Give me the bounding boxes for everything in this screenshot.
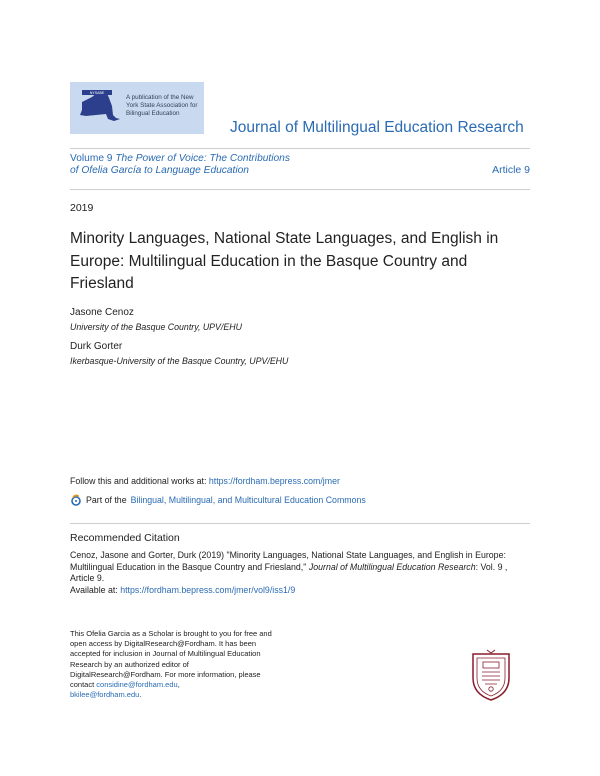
- notice-text: This Ofelia Garcia as a Scholar is brought to you for free and open access by DigitalResearch@Fordham. It has been accepted for inclusion in Journal of Multilingual Education Research by an authorized editor of DigitalResearch@Fordham. For more information, please contact: [70, 629, 272, 690]
- contact-email-link[interactable]: considine@fordham.edu: [96, 680, 178, 690]
- author-name: Durk Gorter: [70, 341, 123, 352]
- email-separator: ,: [177, 680, 180, 690]
- citation-divider: [70, 523, 530, 524]
- follow-link[interactable]: https://fordham.bepress.com/jmer: [208, 476, 340, 486]
- volume-number: Volume 9: [70, 153, 113, 164]
- notice-end: .: [139, 690, 142, 700]
- citation-journal: Journal of Multilingual Education Research: [308, 561, 476, 572]
- volume-title: The Power of Voice: The Contributions of Ofelia García to Language Education: [70, 153, 290, 176]
- citation-text: Cenoz, Jasone and Gorter, Durk (2019) "Minority Languages, National State Languages, and English in Europe: Multilingual Education in the Basque Country and Friesland,": [70, 550, 506, 572]
- recommended-citation-heading: Recommended Citation: [70, 532, 180, 544]
- contact-email-link[interactable]: bkilee@fordham.edu: [70, 690, 140, 700]
- fordham-seal-icon: [469, 648, 513, 702]
- issue-divider: [70, 189, 530, 190]
- volume-link[interactable]: [70, 153, 300, 176]
- author-affiliation: Ikerbasque-University of the Basque Country, UPV/EHU: [70, 356, 289, 366]
- follow-line: [70, 476, 340, 486]
- available-prefix: Available at:: [70, 584, 118, 595]
- journal-logo[interactable]: [70, 82, 204, 134]
- publication-year: 2019: [70, 202, 94, 214]
- journal-title[interactable]: Journal of Multilingual Education Research: [230, 119, 524, 136]
- logo-badge: NYSABE: [89, 91, 105, 95]
- commons-link[interactable]: Bilingual, Multilingual, and Multicultural Education Commons: [130, 495, 366, 505]
- author-name: Jasone Cenoz: [70, 307, 134, 318]
- article-title: Minority Languages, National State Languages, and English in Europe: Multilingual Education in the Basque Country and Friesland: [70, 230, 499, 292]
- article-number-link[interactable]: Article 9: [492, 164, 530, 176]
- citation-volume: : Vol. 9 , Article 9.: [70, 561, 508, 583]
- header-divider: [70, 148, 530, 149]
- follow-prefix: Follow this and additional works at:: [70, 476, 207, 486]
- part-of-line: [70, 494, 366, 506]
- repository-notice: [70, 629, 280, 700]
- article-url-link[interactable]: https://fordham.bepress.com/jmer/vol9/iss1/9: [120, 584, 296, 595]
- new-york-state-map-icon: [76, 88, 122, 128]
- open-access-icon: [70, 494, 82, 506]
- citation-block: [70, 550, 530, 596]
- logo-caption: A publication of the New York State Association for Bilingual Education: [126, 94, 198, 117]
- partof-prefix: Part of the: [86, 495, 127, 505]
- author-affiliation: University of the Basque Country, UPV/EHU: [70, 322, 242, 332]
